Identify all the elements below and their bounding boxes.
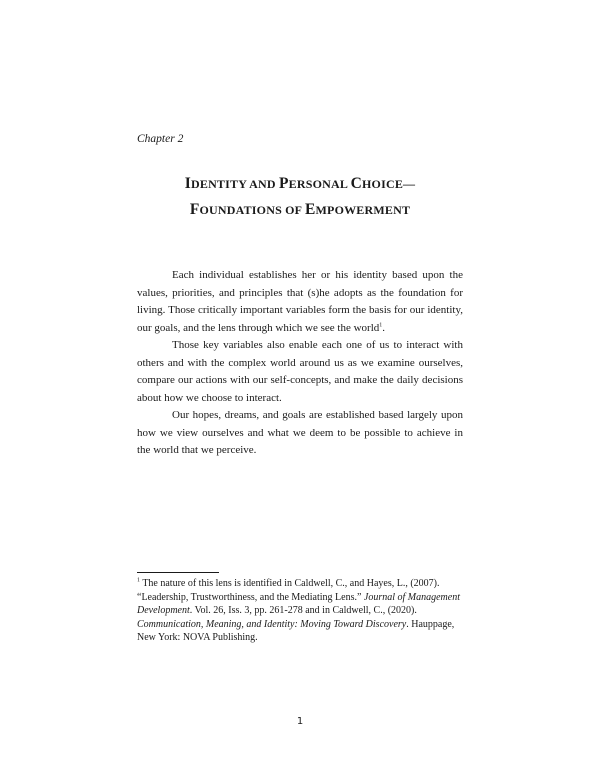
title-word: HOICE— (362, 177, 416, 191)
paragraph-2: Those key variables also enable each one of us to interact with others and with the complex world around us as we examine ourselves, compare our actions with our self-concepts, and make the daily decisions about how we choose to interact. (137, 339, 463, 404)
title-initial: I (184, 175, 191, 192)
page-number: 1 (296, 716, 304, 727)
title-initial: F (189, 201, 200, 218)
footnote-text: The nature of this lens is identified in Caldwell, C., and Hayes, L., (2007). “Leadership, Trustworthiness, and the Mediating Lens.” (137, 578, 440, 603)
title-word: MPOWERMENT (315, 203, 411, 217)
title-initial: C (350, 175, 363, 192)
chapter-label: Chapter 2 (137, 133, 184, 145)
title-word: DENTITY AND (191, 177, 279, 191)
footnote (137, 577, 467, 645)
footnote-text: . Hauppage, New York: NOVA Publishing. (137, 618, 455, 644)
title-initial: P (278, 175, 289, 192)
footnote-book-title: Communication, Meaning, and Identity: Moving Toward Discovery (137, 618, 407, 630)
title-initial: E (304, 201, 316, 218)
chapter-title-line-1 (100, 176, 500, 192)
paragraph-1 (137, 267, 463, 337)
body-text (137, 267, 463, 460)
title-word: ERSONAL (288, 177, 351, 191)
title-word: OUNDATIONS OF (199, 203, 305, 217)
paragraph-3: Our hopes, dreams, and goals are established based largely upon how we view ourselves and what we deem to be possible to achieve in the world that we perceive. (137, 409, 463, 456)
footnote-reference[interactable]: 1 (379, 321, 383, 328)
footnote-divider (137, 572, 219, 573)
paragraph-text: Each individual establishes her or his identity based upon the values, priorities, and principles that (s)he adopts as the foundation for living. Those critically important variables form the basis for our identity, our goals, and the lens through which we see the world (137, 269, 463, 334)
chapter-title-line-2 (100, 202, 500, 218)
footnote-marker: 1 (137, 577, 140, 584)
footnote-text: . Vol. 26, Iss. 3, pp. 261-278 and in Caldwell, C., (2020). (189, 605, 417, 617)
paragraph-end: . (382, 321, 385, 334)
footnote-journal-title: Journal of Management Development (137, 591, 460, 617)
